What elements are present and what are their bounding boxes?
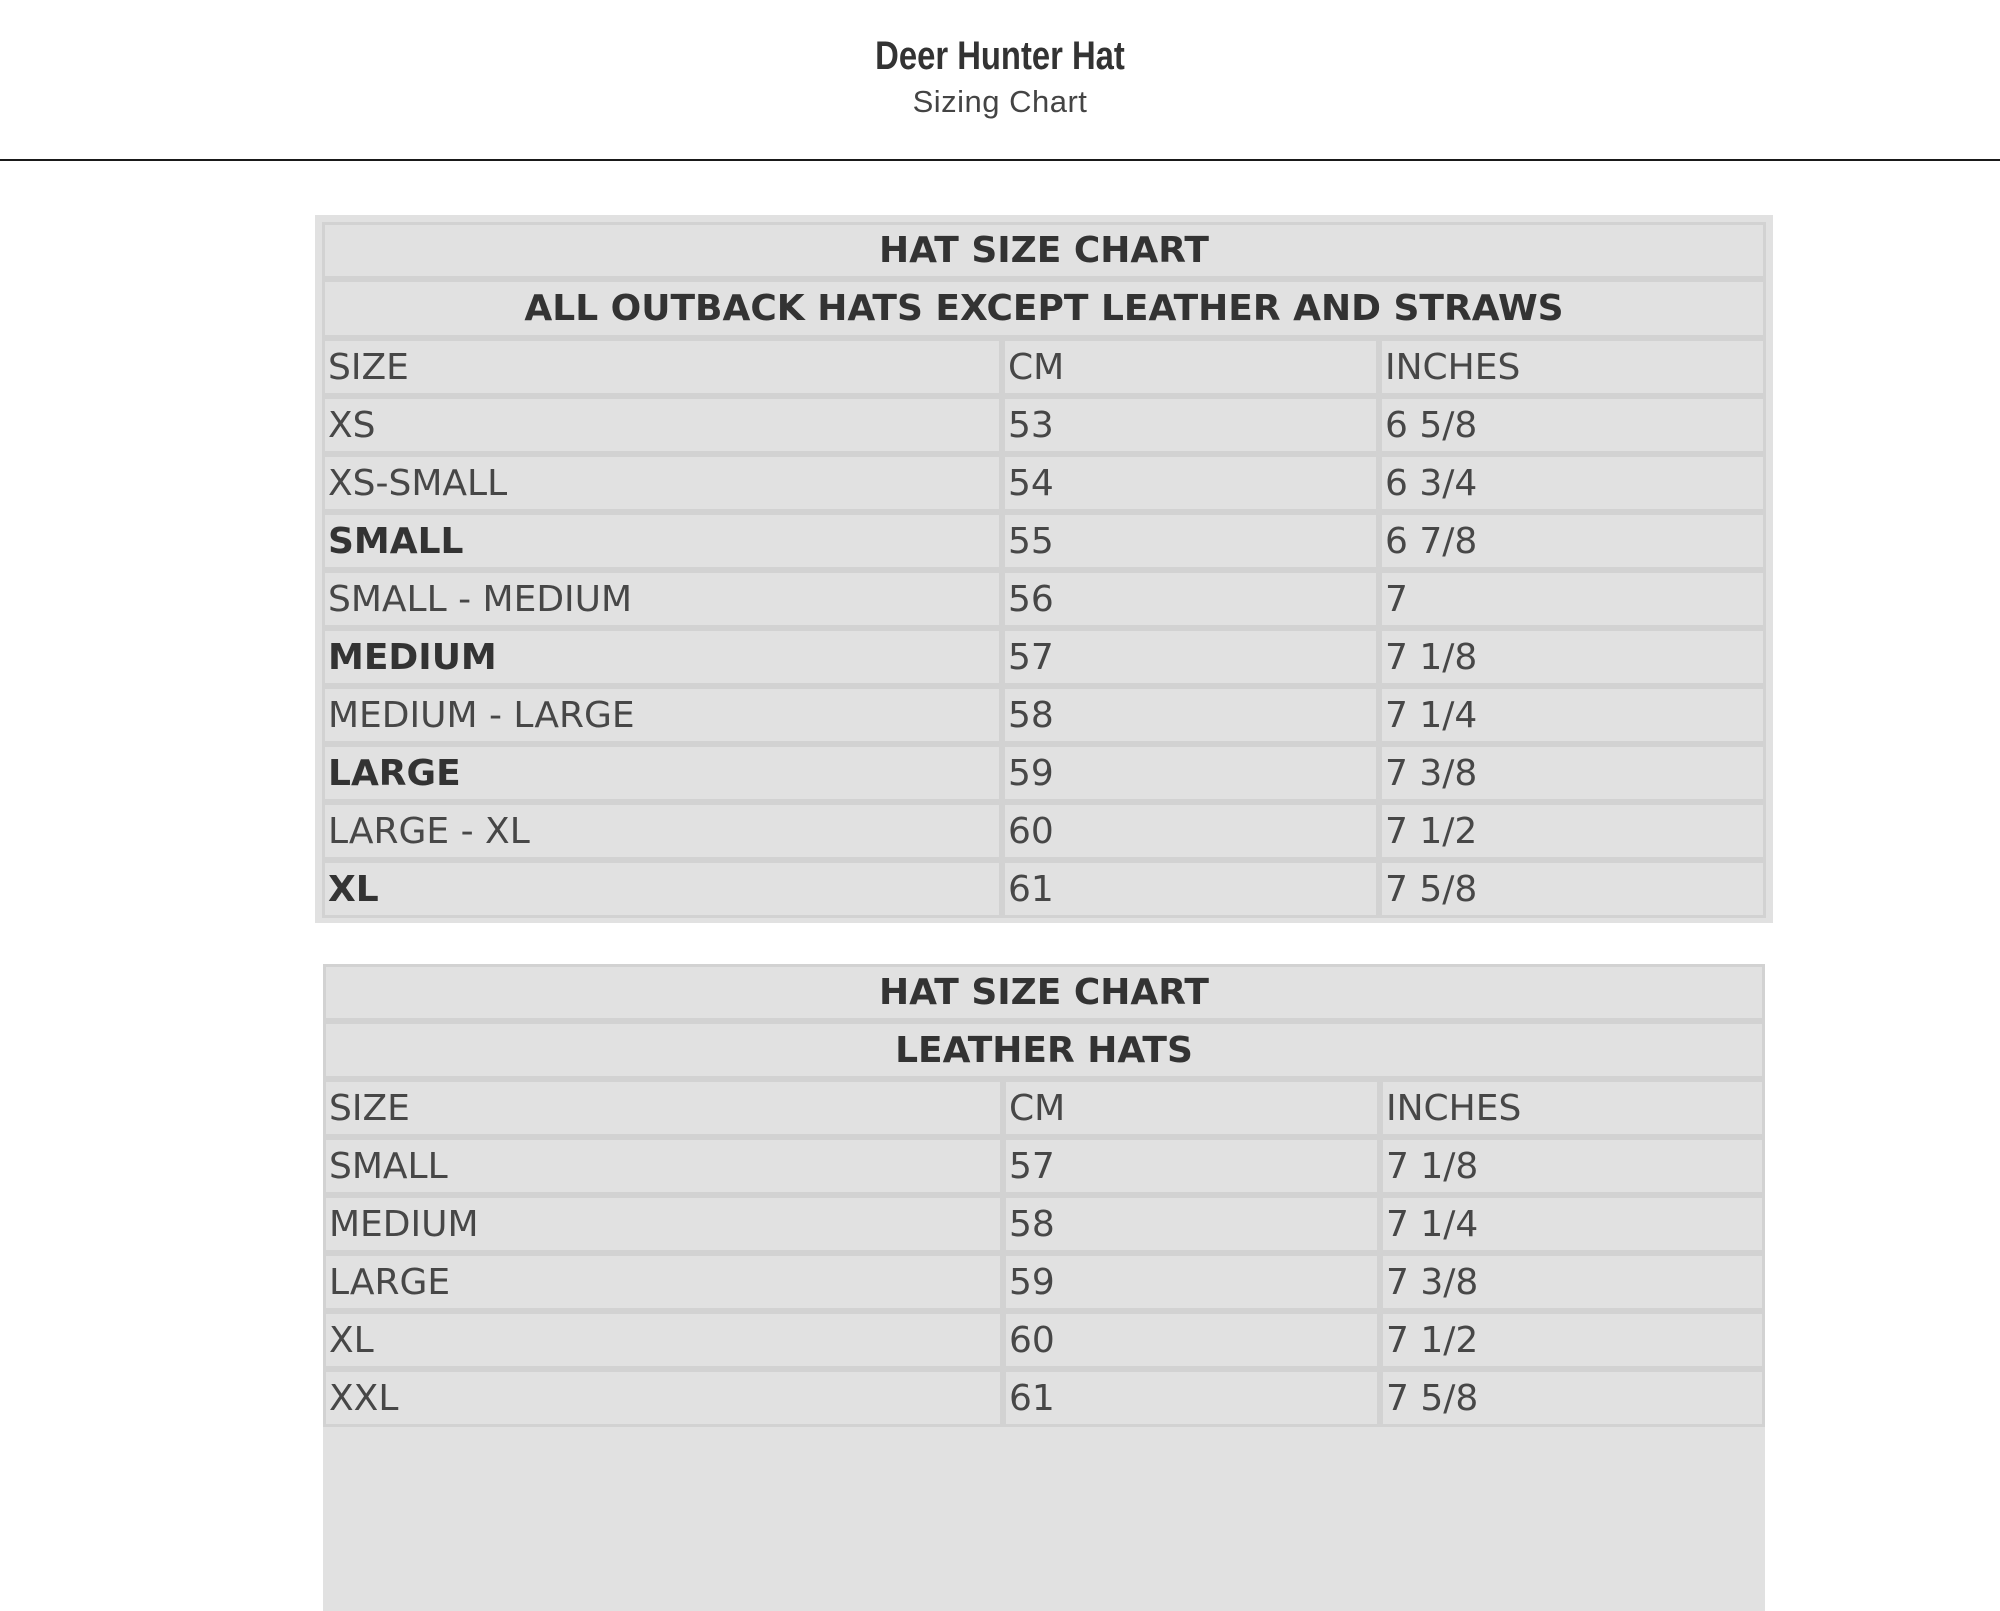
column-header-size: SIZE [323, 1079, 1003, 1137]
table-row [323, 1195, 1765, 1253]
cm-cell: 60 [1002, 802, 1379, 860]
leather-hat-size-chart [323, 964, 1765, 1611]
size-cell: XXL [323, 1369, 1003, 1427]
size-cell: MEDIUM [322, 628, 1002, 686]
size-cell: XS-SMALL [322, 454, 1002, 512]
table-title: HAT SIZE CHART [322, 222, 1766, 279]
inches-cell: 6 3/4 [1379, 454, 1766, 512]
table-title: HAT SIZE CHART [323, 964, 1765, 1021]
inches-cell: 7 1/4 [1380, 1195, 1765, 1253]
table-row [322, 744, 1766, 802]
size-cell: SMALL - MEDIUM [322, 570, 1002, 628]
inches-cell: 7 5/8 [1380, 1369, 1765, 1427]
column-header-inches: INCHES [1379, 338, 1766, 396]
inches-cell: 7 1/2 [1379, 802, 1766, 860]
cm-cell: 60 [1003, 1311, 1380, 1369]
cm-cell: 55 [1002, 512, 1379, 570]
table-row [323, 1311, 1765, 1369]
table-row [322, 396, 1766, 454]
table-row [323, 1137, 1765, 1195]
size-cell: XL [322, 860, 1002, 918]
column-header-size: SIZE [322, 338, 1002, 396]
page-title: Deer Hunter Hat [875, 34, 1125, 78]
column-header-inches: INCHES [1380, 1079, 1765, 1137]
table-subtitle: LEATHER HATS [323, 1021, 1765, 1079]
inches-cell: 6 7/8 [1379, 512, 1766, 570]
size-cell: XS [322, 396, 1002, 454]
size-cell: MEDIUM - LARGE [322, 686, 1002, 744]
column-header-cm: CM [1003, 1079, 1380, 1137]
inches-cell: 7 3/8 [1379, 744, 1766, 802]
size-cell: LARGE [323, 1253, 1003, 1311]
size-cell: SMALL [322, 512, 1002, 570]
table-subtitle: ALL OUTBACK HATS EXCEPT LEATHER AND STRAWS [322, 279, 1766, 338]
table-header-row [322, 338, 1766, 396]
inches-cell: 7 1/2 [1380, 1311, 1765, 1369]
table-row [323, 1253, 1765, 1311]
table-row [322, 570, 1766, 628]
cm-cell: 61 [1002, 860, 1379, 918]
table-row [322, 628, 1766, 686]
table-row [322, 802, 1766, 860]
column-header-cm: CM [1002, 338, 1379, 396]
size-table [322, 222, 1766, 918]
size-cell: XL [323, 1311, 1003, 1369]
table-row [322, 860, 1766, 918]
inches-cell: 7 [1379, 570, 1766, 628]
cm-cell: 57 [1003, 1137, 1380, 1195]
cm-cell: 56 [1002, 570, 1379, 628]
cm-cell: 53 [1002, 396, 1379, 454]
cm-cell: 58 [1002, 686, 1379, 744]
cm-cell: 54 [1002, 454, 1379, 512]
cm-cell: 58 [1003, 1195, 1380, 1253]
inches-cell: 7 5/8 [1379, 860, 1766, 918]
page-subtitle: Sizing Chart [912, 84, 1088, 119]
inches-cell: 7 3/8 [1380, 1253, 1765, 1311]
size-cell: MEDIUM [323, 1195, 1003, 1253]
inches-cell: 7 1/8 [1380, 1137, 1765, 1195]
inches-cell: 7 1/4 [1379, 686, 1766, 744]
cm-cell: 61 [1003, 1369, 1380, 1427]
table-row [322, 512, 1766, 570]
page-header [0, 0, 2000, 161]
table-header-row [323, 1079, 1765, 1137]
size-cell: LARGE [322, 744, 1002, 802]
table-row [323, 1369, 1765, 1427]
size-cell: LARGE - XL [322, 802, 1002, 860]
cm-cell: 57 [1002, 628, 1379, 686]
outback-hat-size-chart [315, 215, 1773, 923]
cm-cell: 59 [1003, 1253, 1380, 1311]
table-row [322, 454, 1766, 512]
size-table [323, 964, 1765, 1427]
cm-cell: 59 [1002, 744, 1379, 802]
table-row [322, 686, 1766, 744]
inches-cell: 7 1/8 [1379, 628, 1766, 686]
inches-cell: 6 5/8 [1379, 396, 1766, 454]
size-cell: SMALL [323, 1137, 1003, 1195]
